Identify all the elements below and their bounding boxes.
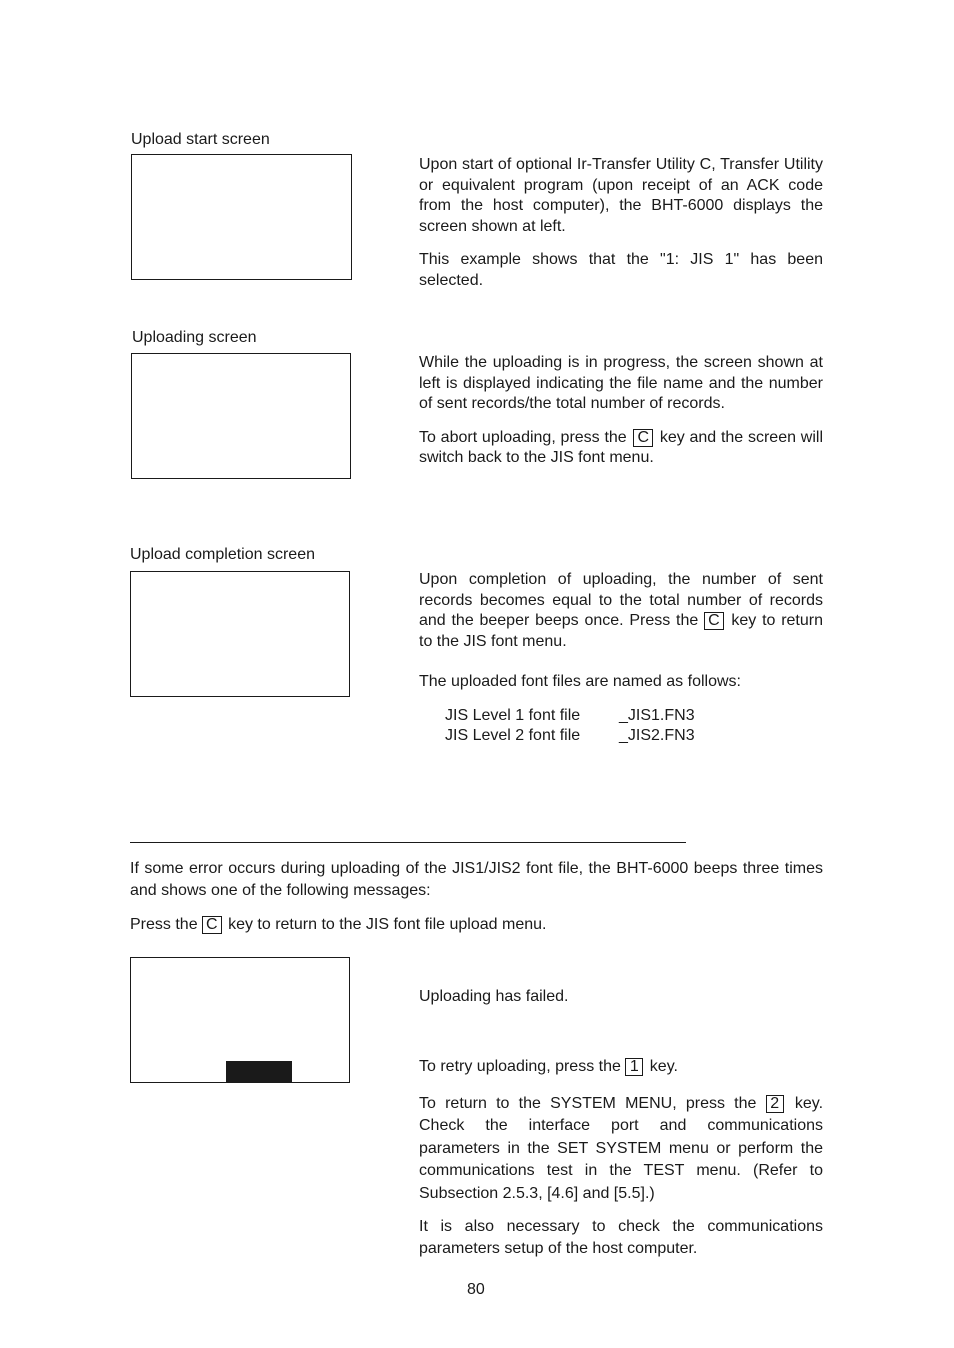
completion-para2: The uploaded font files are named as follows: <box>419 673 741 690</box>
completion-para1 <box>419 570 823 652</box>
font-file-filename: _JIS1.FN3 <box>619 707 695 724</box>
completion-description <box>419 570 823 693</box>
error-return-before: To return to the SYSTEM MENU, press the <box>419 1095 757 1112</box>
completion-para1-after: key to return to the JIS font menu. <box>419 612 823 650</box>
uploading-para1: While the uploading is in progress, the screen shown at left is displayed indicating the file name and the number of sent records/the total number of records. <box>419 354 823 412</box>
error-press-line <box>130 915 823 936</box>
1-key: 1 <box>625 1058 643 1076</box>
error-retry-after: key. <box>649 1058 678 1075</box>
completion-para1-before: Upon completion of uploading, the number of sent records becomes equal to the total number of records and the beeper beeps once. Press the <box>419 571 823 629</box>
upload-start-screen <box>131 154 352 280</box>
error-retry <box>419 1057 823 1078</box>
uploading-screen <box>131 353 351 479</box>
error-failed: Uploading has failed. <box>419 988 569 1005</box>
upload-start-para1: Upon start of optional Ir-Transfer Utility C, Transfer Utility or equivalent program (upon receipt of an ACK code from the host computer), the BHT-6000 displays the screen shown at left. <box>419 156 823 235</box>
upload-start-caption: Upload start screen <box>131 131 270 148</box>
error-retry-before: To retry uploading, press the <box>419 1058 621 1075</box>
error-return <box>419 1093 823 1205</box>
section-divider <box>130 842 686 843</box>
error-press-after: key to return to the JIS font file upload menu. <box>228 916 547 933</box>
font-file-row <box>445 726 695 746</box>
2-key: 2 <box>766 1095 784 1113</box>
font-file-filename: _JIS2.FN3 <box>619 727 695 744</box>
error-intro: If some error occurs during uploading of the JIS1/JIS2 font file, the BHT-6000 beeps three times and shows one of the following messages: <box>130 860 823 899</box>
completion-screen <box>130 571 350 697</box>
upload-start-para2: This example shows that the "1: JIS 1" has been selected. <box>419 251 823 289</box>
completion-caption: Upload completion screen <box>130 546 315 563</box>
error-press-before: Press the <box>130 916 198 933</box>
uploading-description <box>419 353 823 469</box>
c-key: C <box>704 612 724 630</box>
c-key: C <box>202 916 222 934</box>
font-file-name: JIS Level 2 font file <box>445 727 581 744</box>
font-file-row <box>445 706 695 726</box>
page-number: 80 <box>467 1281 485 1298</box>
uploading-para2-after: key and the screen will switch back to the JIS font menu. <box>419 428 823 466</box>
uploading-para2 <box>419 428 823 469</box>
error-return-after: key. Check the interface port and communications parameters in the SET SYSTEM menu or perform the communications test in the TEST menu. (Refer to Subsection 2.5.3, [4.6] and [5.5].) <box>419 1095 824 1202</box>
font-file-name: JIS Level 1 font file <box>445 707 581 724</box>
c-key: C <box>633 429 653 447</box>
uploading-caption: Uploading screen <box>132 329 257 346</box>
uploading-para2-before: To abort uploading, press the <box>419 428 627 446</box>
font-file-table <box>445 706 695 746</box>
error-screen <box>130 957 350 1083</box>
error-highlight-bar <box>226 1061 292 1083</box>
error-also: It is also necessary to check the communications parameters setup of the host computer. <box>419 1218 823 1257</box>
upload-start-description <box>419 155 823 291</box>
